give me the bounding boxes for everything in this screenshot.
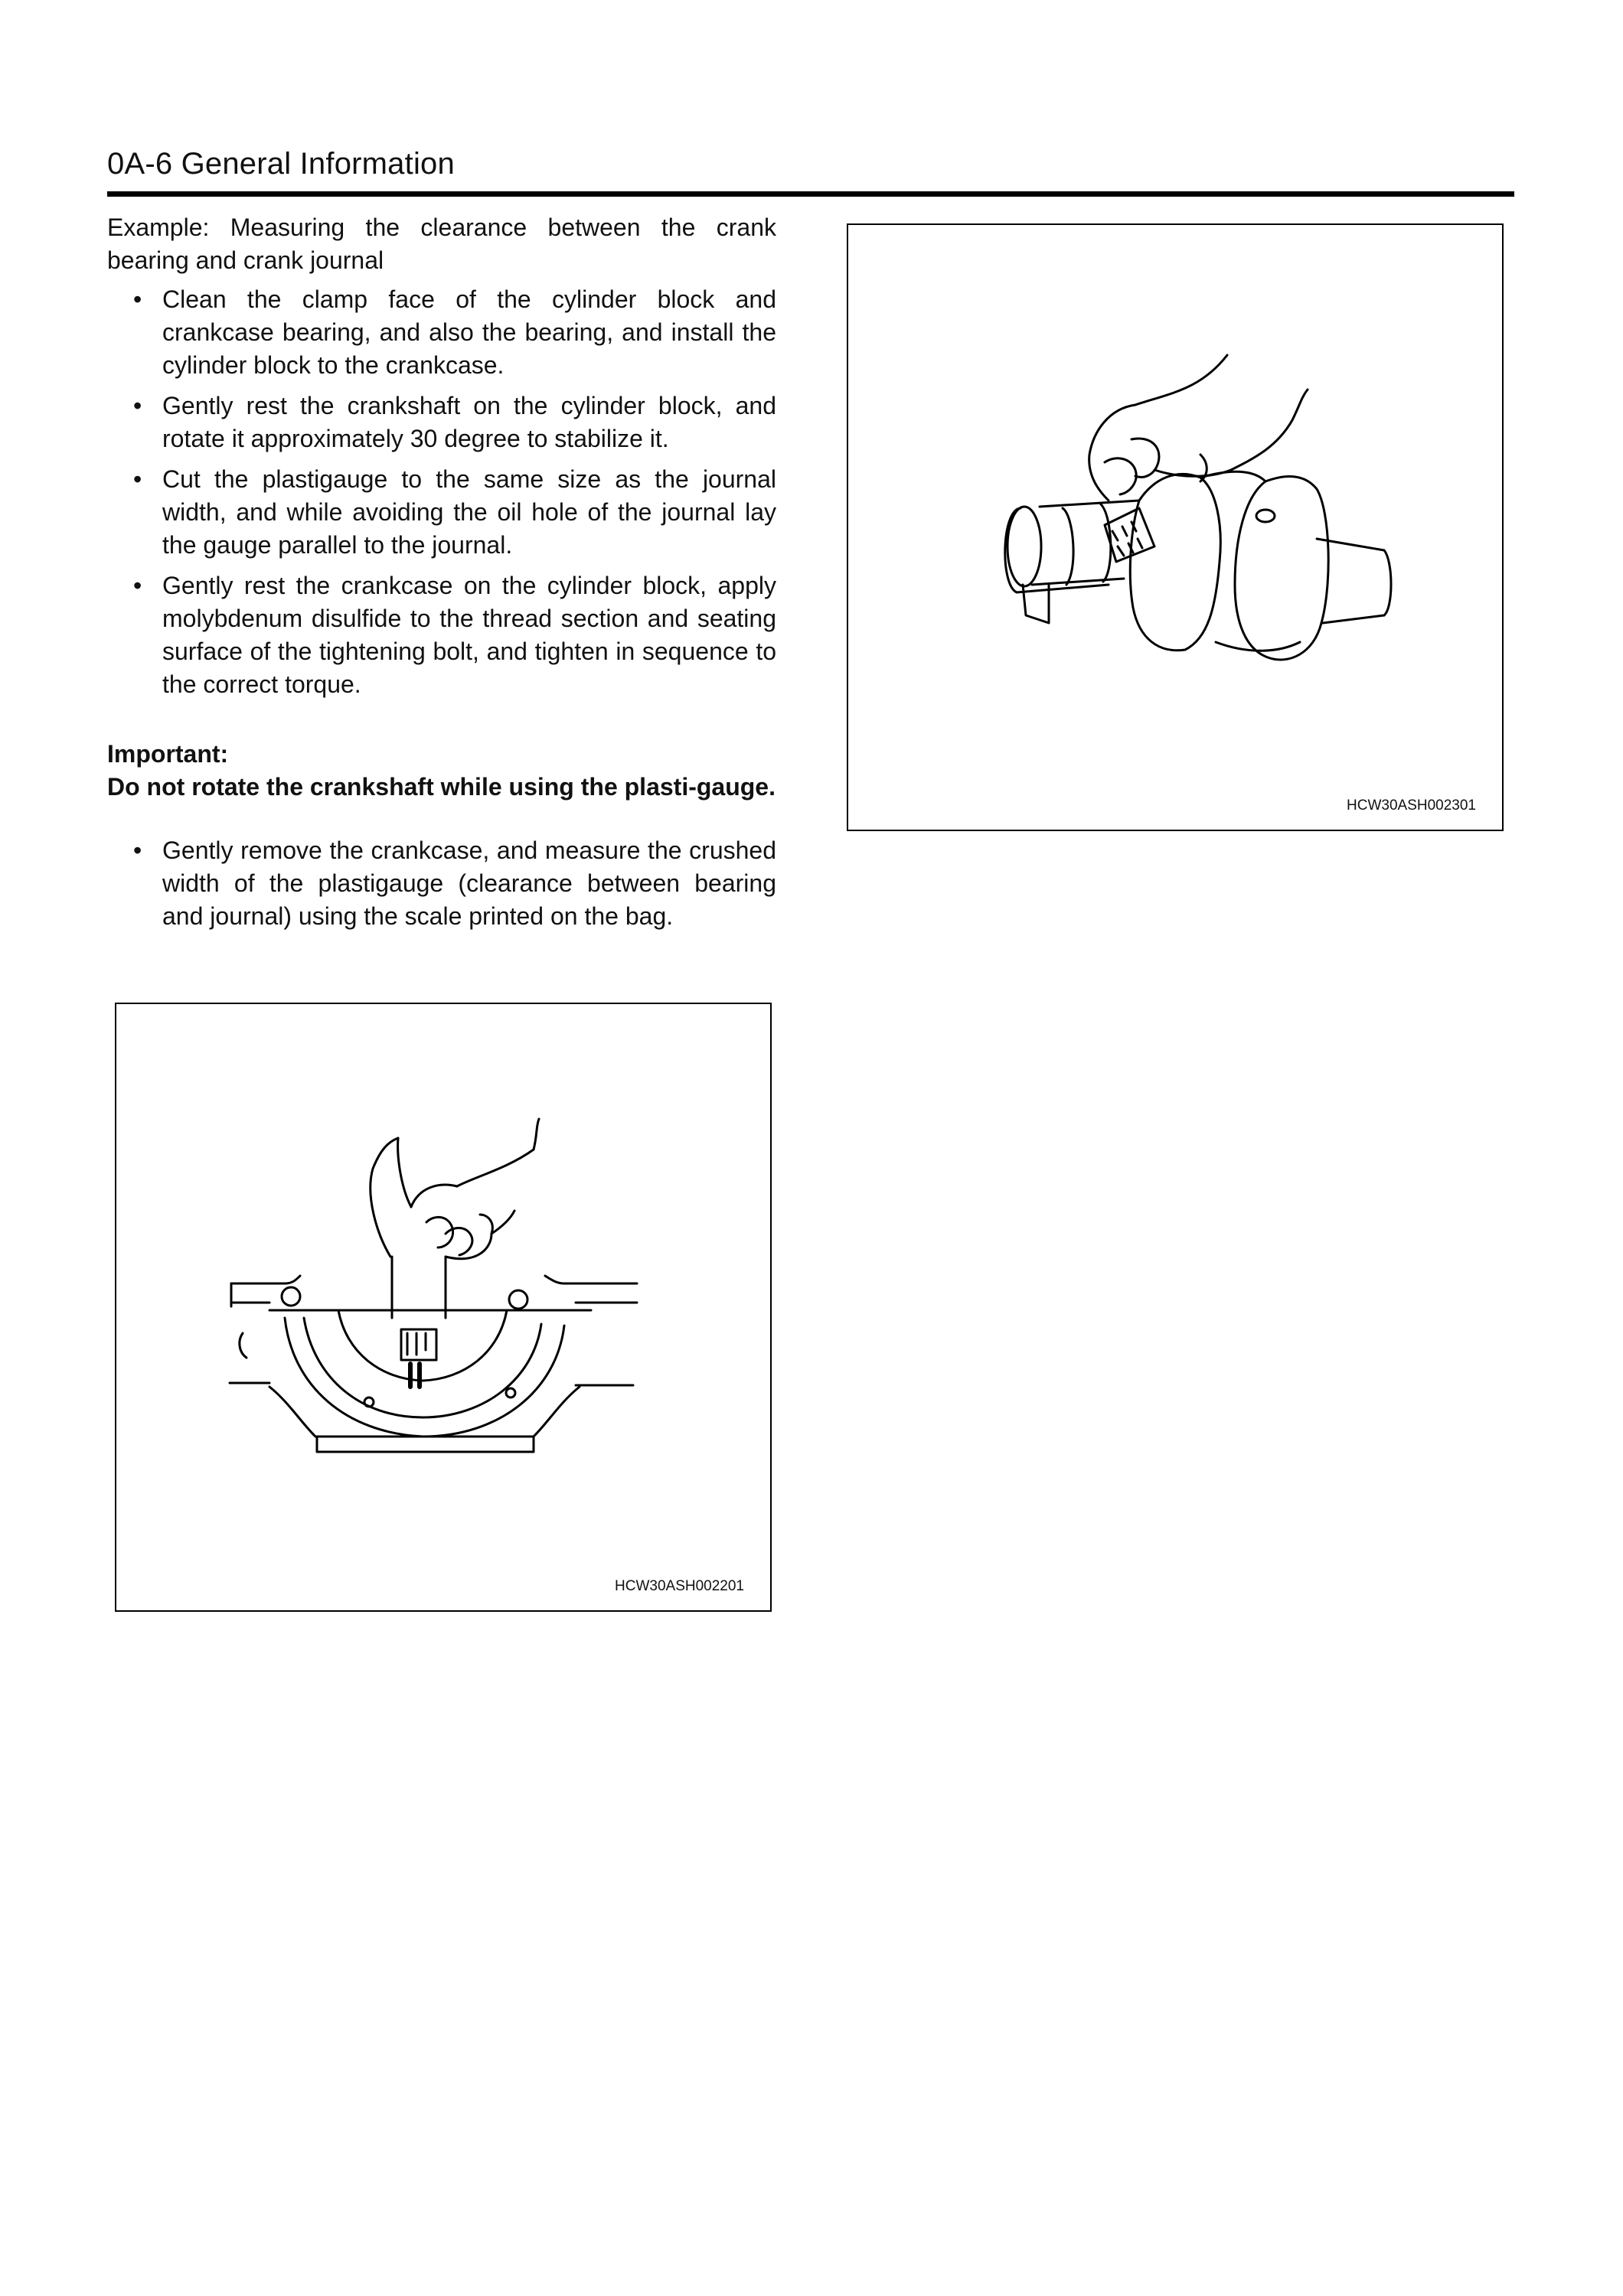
steps-list bbox=[107, 283, 776, 701]
crankshaft-figure bbox=[847, 223, 1504, 831]
list-item: • Cut the plastigauge to the same size as the journal width, and while avoiding the oil hole of the journal lay the gauge parallel to the journal. bbox=[107, 463, 776, 562]
figure-code: HCW30ASH002201 bbox=[615, 1578, 744, 1594]
figure-code: HCW30ASH002301 bbox=[1347, 797, 1476, 814]
crankshaft-illustration bbox=[848, 225, 1505, 833]
bullet: • bbox=[133, 465, 142, 493]
important-text: Do not rotate the crankshaft while using the plasti-gauge. bbox=[107, 773, 776, 801]
header-rule bbox=[107, 191, 1514, 197]
bullet: • bbox=[133, 392, 142, 419]
steps-list-2 bbox=[107, 834, 776, 933]
main-text-column bbox=[107, 211, 776, 941]
bullet: • bbox=[133, 837, 142, 864]
list-item: • Gently rest the crankshaft on the cylinder block, and rotate it approximately 30 degree to stabilize it. bbox=[107, 390, 776, 455]
bullet: • bbox=[133, 572, 142, 599]
important-note bbox=[107, 738, 776, 804]
bullet: • bbox=[133, 285, 142, 313]
list-item: • Gently remove the crankcase, and measure the crushed width of the plastigauge (clearance between bearing and journal) using the scale printed on the bag. bbox=[107, 834, 776, 933]
intro-text: Example: Measuring the clearance between the crank bearing and crank journal bbox=[107, 214, 776, 274]
important-label: Important: bbox=[107, 740, 229, 768]
page-header: 0A-6 General Information bbox=[107, 147, 455, 181]
bearing-figure bbox=[115, 1003, 772, 1612]
list-item: • Gently rest the crankcase on the cylinder block, apply molybdenum disulfide to the thread section and seating surface of the tightening bolt, and tighten in sequence to the correct torque. bbox=[107, 569, 776, 701]
bearing-illustration bbox=[116, 1004, 773, 1613]
list-item: • Clean the clamp face of the cylinder block and crankcase bearing, and also the bearing, and install the cylinder block to the crankcase. bbox=[107, 283, 776, 382]
